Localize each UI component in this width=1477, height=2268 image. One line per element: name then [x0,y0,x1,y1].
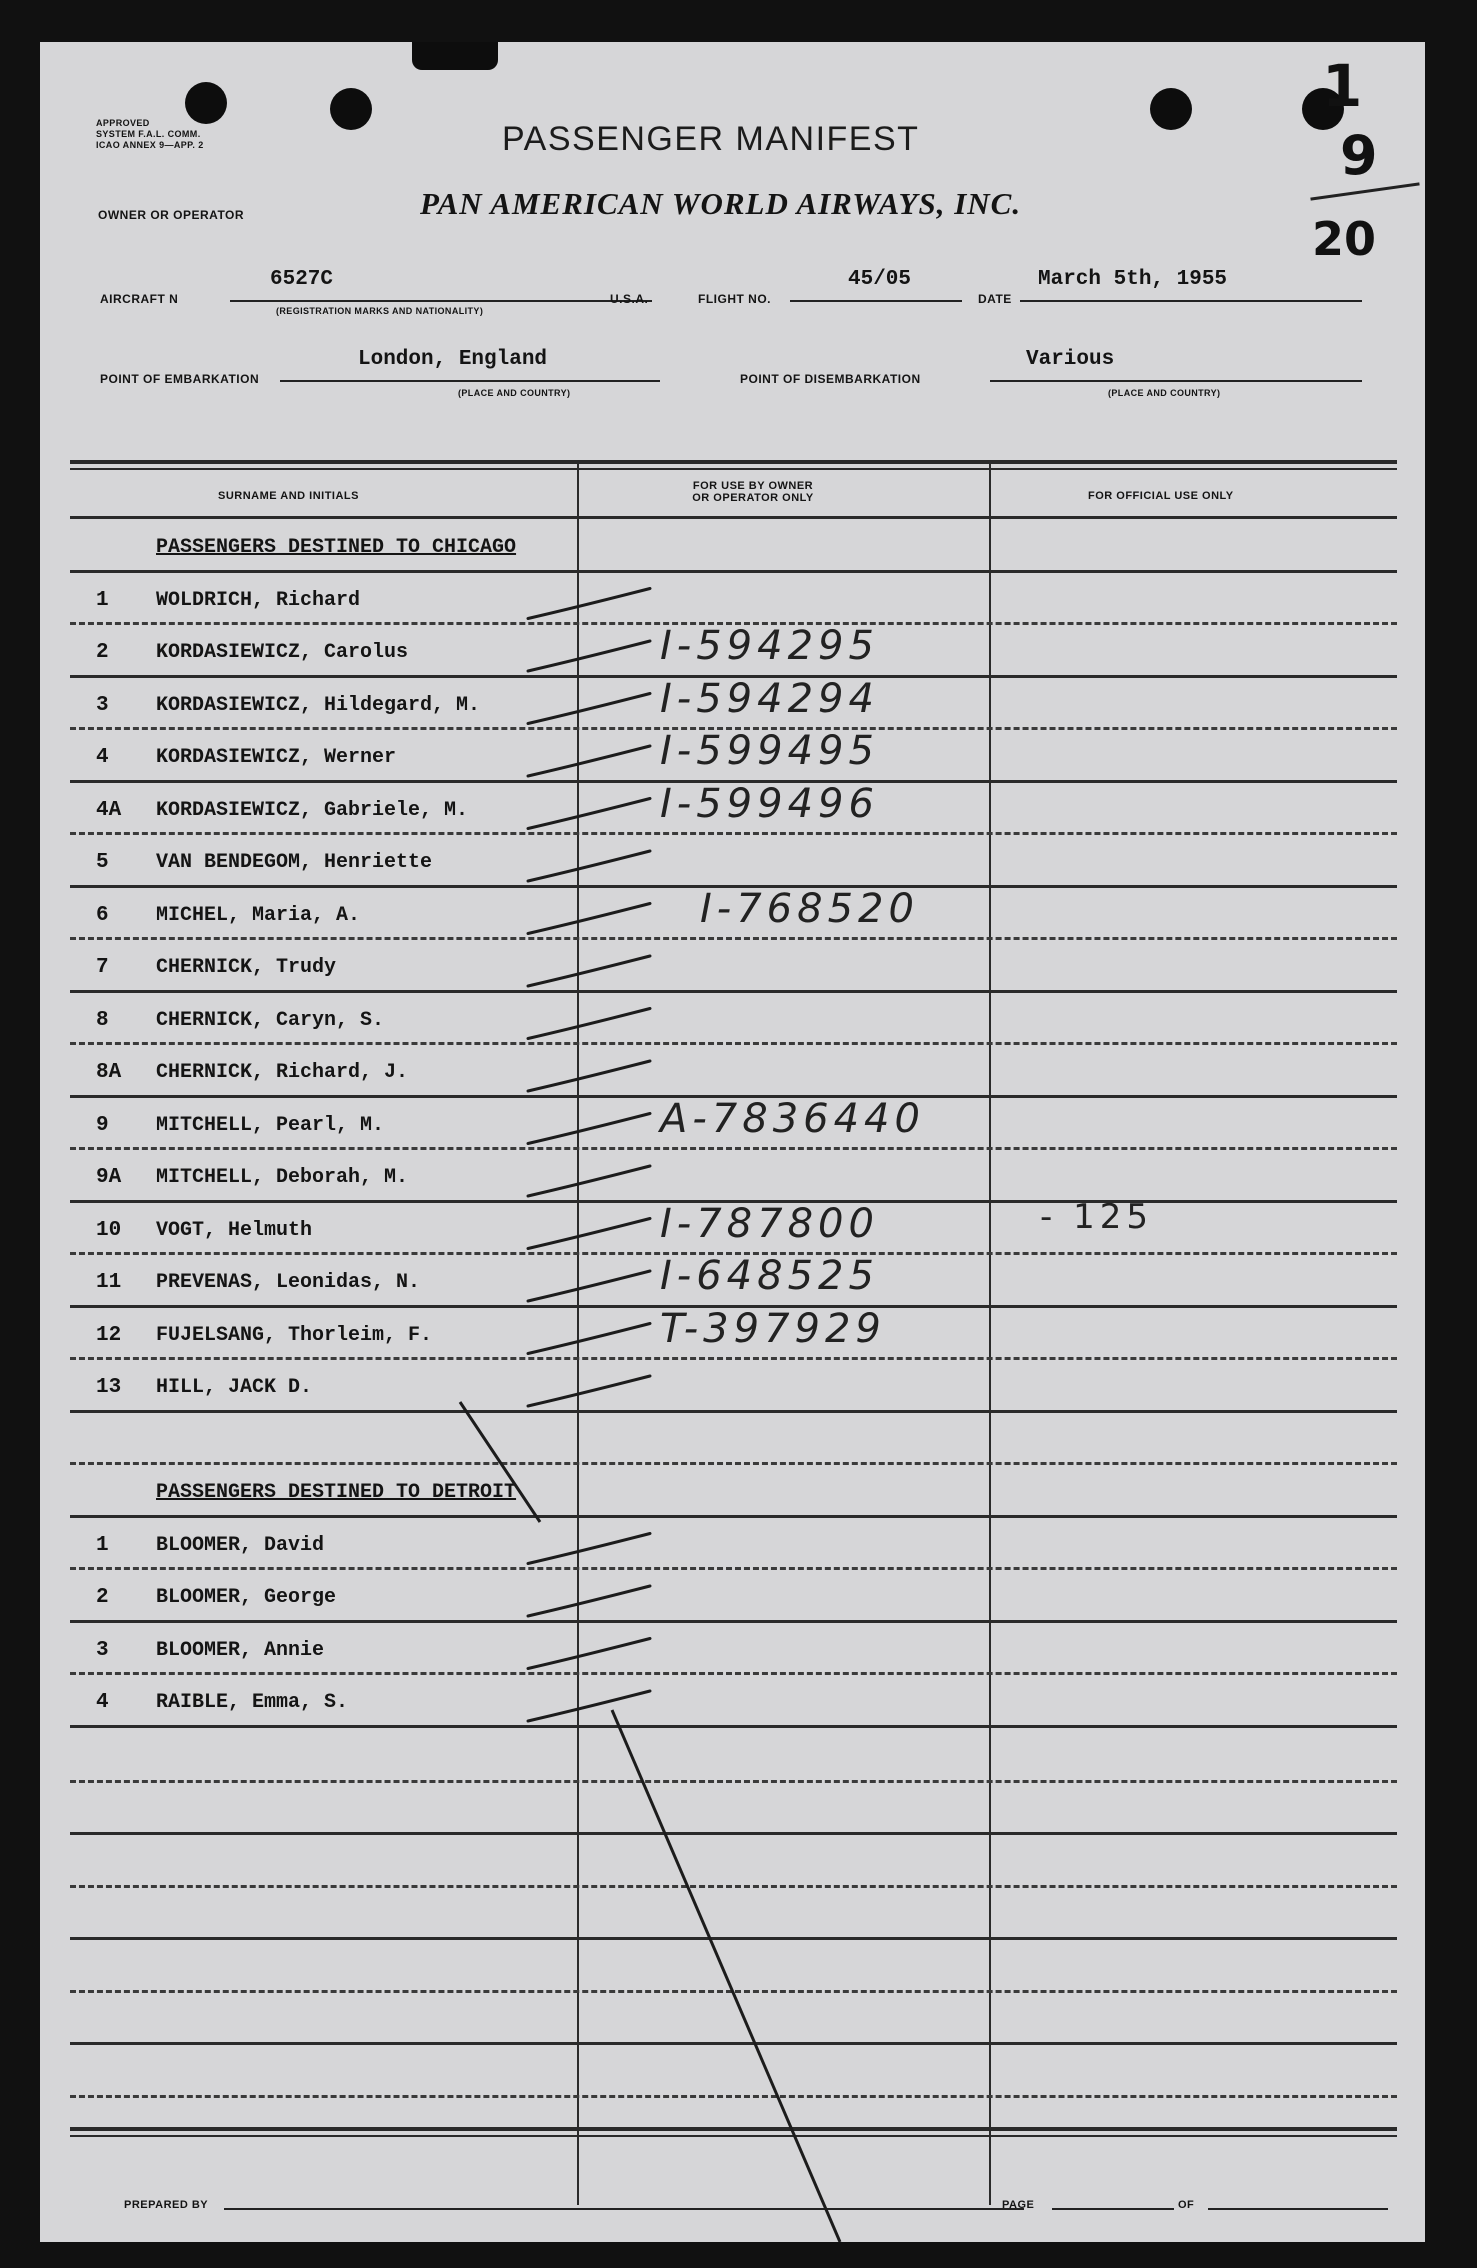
passenger-name: CHERNICK, Caryn, S. [156,1008,385,1032]
check-mark [528,694,650,724]
passenger-name: BLOOMER, George [156,1586,337,1609]
passenger-name: KORDASIEWICZ, Carolus [156,641,409,664]
row-number: 2 [96,641,109,664]
visa-number: I-599495 [660,728,879,774]
passenger-name: MICHEL, Maria, A. [156,903,361,927]
visa-number: I-594295 [660,623,879,669]
passenger-name: WOLDRICH, Richard [156,588,361,612]
embarkation-label: POINT OF EMBARKATION [100,372,260,386]
folio-bottom: 20 [1312,212,1377,266]
flight-no: 45/05 [848,268,912,291]
passenger-name: PREVENAS, Leonidas, N. [156,1271,421,1294]
page-label: PAGE [1002,2199,1035,2211]
row-number: 13 [96,1376,122,1399]
check-mark [528,1324,650,1354]
check-mark [528,746,650,776]
section-heading: PASSENGERS DESTINED TO DETROIT [156,1481,517,1504]
embarkation-value: London, England [358,348,548,371]
row-number: 8A [96,1061,122,1084]
row-number: 4A [96,798,122,822]
check-mark [528,1691,650,1721]
visa-number: I-599496 [660,780,879,827]
approval-line-3: ICAO ANNEX 9—APP. 2 [96,140,204,150]
passenger-name: BLOOMER, Annie [156,1638,325,1662]
passenger-name: MITCHELL, Deborah, M. [156,1166,409,1189]
row-number: 1 [96,1533,109,1557]
folio-mid: 9 [1340,124,1378,187]
folio-top: 1 [1322,52,1363,120]
passenger-name: BLOOMER, David [156,1533,325,1557]
nationality: U.S.A. [610,292,649,306]
check-mark [528,1166,650,1196]
passenger-name: KORDASIEWICZ, Werner [156,746,397,769]
col-header-official: FOR OFFICIAL USE ONLY [1088,490,1234,502]
official-note: - 125 [1040,1196,1153,1237]
check-mark [528,1114,650,1144]
of-label: OF [1178,2199,1195,2211]
row-number: 4 [96,1691,109,1714]
row-number: 3 [96,693,109,717]
passenger-name: FUJELSANG, Thorleim, F. [156,1323,433,1347]
date-value: March 5th, 1955 [1038,268,1228,291]
prepared-label: PREPARED BY [124,2199,209,2211]
passenger-name: KORDASIEWICZ, Hildegard, M. [156,693,481,717]
check-mark [528,1009,650,1039]
aircraft-no: 6527C [270,268,334,291]
visa-number: I-768520 [700,885,919,932]
col-header-owner: FOR USE BY OWNER OR OPERATOR ONLY [692,480,814,504]
page-title: PASSENGER MANIFEST [502,120,920,158]
check-mark [528,1586,650,1616]
diagonal-stroke-1 [460,1402,540,1522]
check-mark [528,1061,650,1091]
section-heading: PASSENGERS DESTINED TO CHICAGO [156,536,517,559]
check-mark [528,1639,650,1669]
visa-number: I-648525 [660,1253,879,1299]
approval-line-1: APPROVED [96,118,150,128]
check-mark [528,1534,650,1564]
row-number: 7 [96,956,109,979]
handwritten-marks [40,42,1425,2242]
row-number: 11 [96,1271,122,1294]
flight-label: FLIGHT NO. [698,292,771,306]
visa-number: T-397929 [660,1305,886,1352]
row-number: 5 [96,851,109,874]
row-number: 9 [96,1113,109,1137]
disembarkation-caption: (PLACE AND COUNTRY) [1108,388,1221,398]
passenger-name: KORDASIEWICZ, Gabriele, M. [156,798,469,822]
passenger-name: VOGT, Helmuth [156,1218,313,1242]
row-number: 12 [96,1323,122,1347]
check-mark [528,1376,650,1406]
row-number: 1 [96,588,109,612]
row-number: 6 [96,903,109,927]
row-number: 4 [96,746,109,769]
passenger-name: VAN BENDEGOM, Henriette [156,851,433,874]
passenger-name: MITCHELL, Pearl, M. [156,1113,385,1137]
check-mark [528,851,650,881]
row-number: 3 [96,1638,109,1662]
check-mark [528,1219,650,1249]
disembarkation-label: POINT OF DISEMBARKATION [740,372,921,386]
passenger-name: CHERNICK, Richard, J. [156,1061,409,1084]
check-mark [528,641,650,671]
aircraft-label: AIRCRAFT N [100,292,179,306]
passenger-name: HILL, JACK D. [156,1376,313,1399]
check-mark [528,589,650,619]
passenger-name: CHERNICK, Trudy [156,956,337,979]
date-label: DATE [978,292,1012,306]
registration-caption: (REGISTRATION MARKS AND NATIONALITY) [276,306,484,316]
col-header-surname: SURNAME AND INITIALS [218,490,359,502]
row-number: 9A [96,1166,122,1189]
owner-label: OWNER OR OPERATOR [98,208,245,222]
operator-name: PAN AMERICAN WORLD AIRWAYS, INC. [420,186,1022,221]
row-number: 8 [96,1008,109,1032]
embarkation-caption: (PLACE AND COUNTRY) [458,388,571,398]
passenger-name: RAIBLE, Emma, S. [156,1691,349,1714]
approval-line-2: SYSTEM F.A.L. COMM. [96,129,201,139]
manifest-sheet [40,42,1425,2242]
diagonal-stroke-2 [612,1710,840,2242]
row-number: 2 [96,1586,109,1609]
visa-number: I-787800 [660,1200,879,1247]
disembarkation-value: Various [1026,348,1115,371]
check-mark [528,904,650,934]
check-mark [528,956,650,986]
check-mark [528,799,650,829]
row-number: 10 [96,1218,122,1242]
visa-number: I-594294 [660,675,879,722]
check-mark [528,1271,650,1301]
visa-number: A-7836440 [660,1095,925,1142]
